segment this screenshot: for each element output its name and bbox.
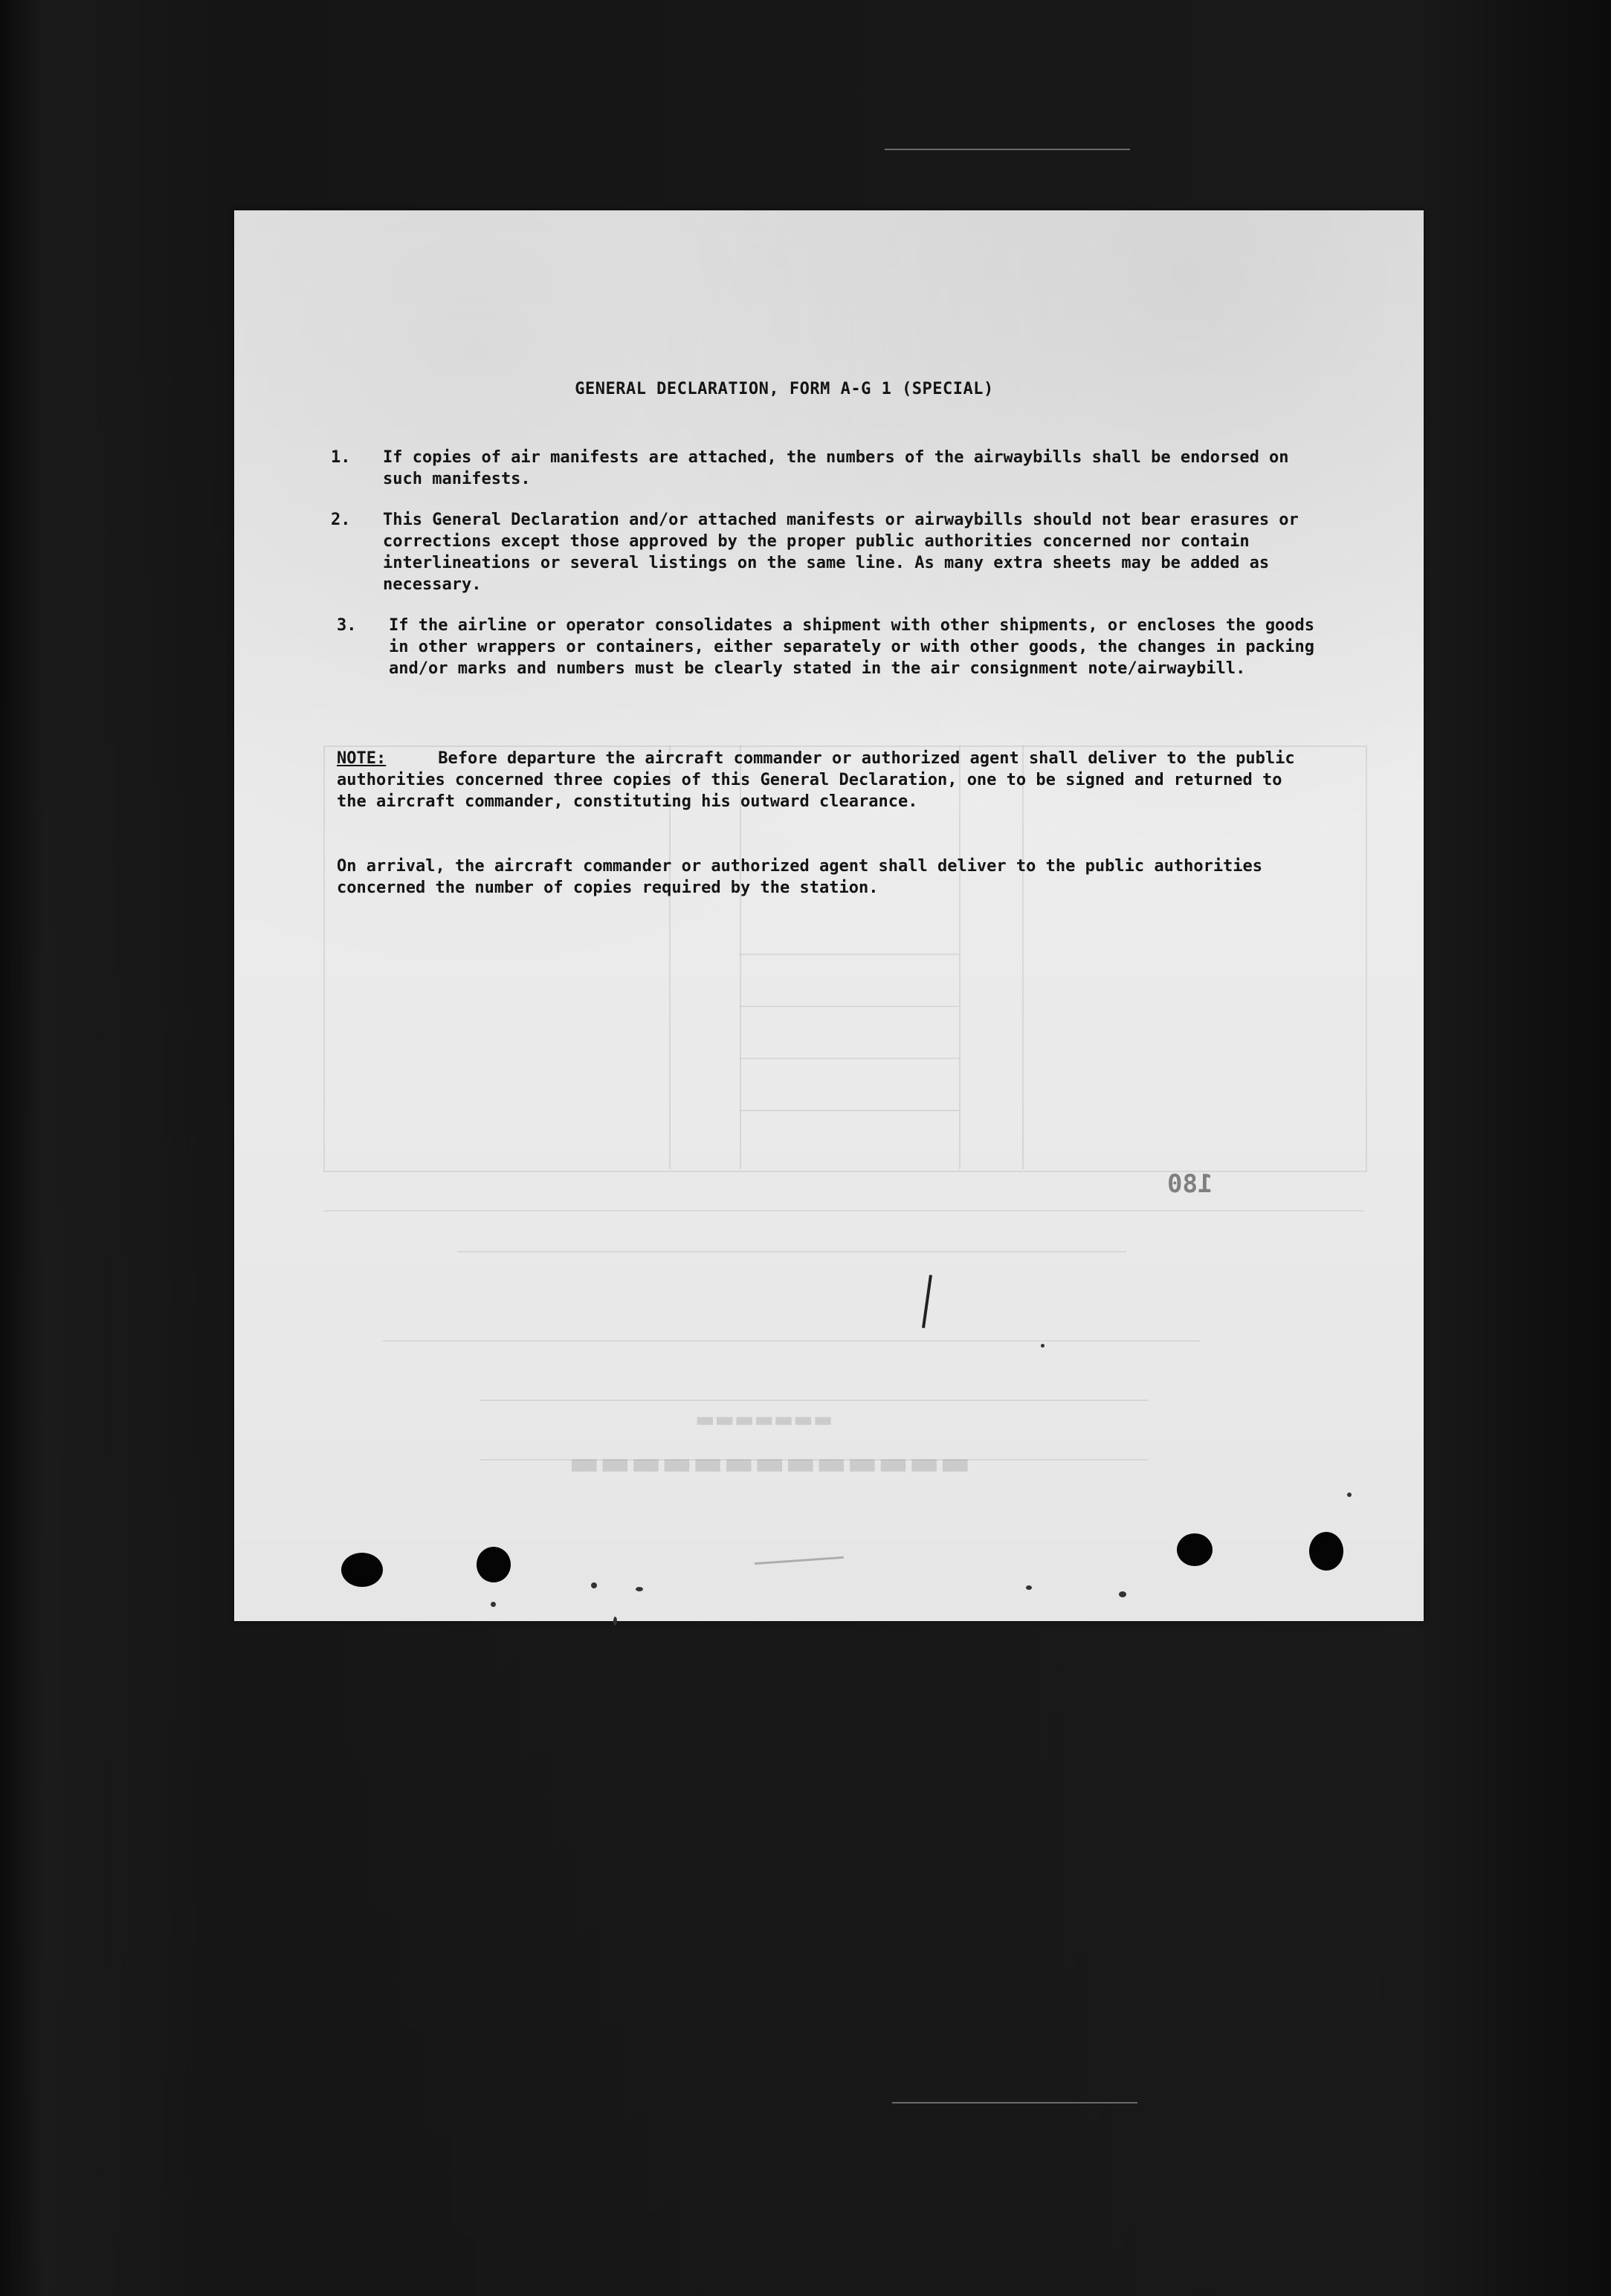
speck <box>1119 1591 1126 1597</box>
bleed-through-subheading: ▬▬▬▬▬▬▬ <box>695 1407 833 1432</box>
instruction-item-1 <box>331 447 1320 490</box>
arrival-paragraph: On arrival, the aircraft commander or authorized agent shall deliver to the public authorities concerned the number of copies required by the station. <box>337 857 1263 897</box>
bleed-through-rule <box>383 1340 1201 1342</box>
document-content <box>234 210 1424 1621</box>
speck <box>1041 1344 1045 1348</box>
bleed-through-rule <box>457 1251 1126 1252</box>
speck <box>1347 1493 1352 1497</box>
note-text: Before departure the aircraft commander or authorized agent shall deliver to the public authorities concerned three copies of this General Declaration, one to be signed and returned to the aircraft commander, constituting his outward clearance. <box>337 749 1295 811</box>
bleed-through-rule <box>740 1110 959 1111</box>
bleed-through-heading: ▬▬▬▬▬▬▬▬▬▬▬▬▬ <box>569 1444 971 1482</box>
instruction-item-3 <box>337 615 1326 679</box>
punch-hole <box>1177 1533 1213 1566</box>
bleed-through-rule <box>740 954 959 955</box>
instruction-item-2 <box>331 509 1320 595</box>
punch-hole <box>1309 1532 1343 1571</box>
speck <box>1026 1585 1032 1590</box>
note-paragraph <box>337 748 1317 812</box>
speck <box>491 1602 496 1607</box>
document-page <box>234 210 1424 1621</box>
page-number: 180 <box>1167 1169 1213 1199</box>
item-text: This General Declaration and/or attached manifests or airwaybills should not bear erasures or corrections except those approved by the proper public authorities concerned nor contain interlineations or several listings on the same line. As many extra sheets may be added as necessary. <box>383 511 1299 594</box>
bleed-through-rule <box>323 1210 1364 1212</box>
punch-hole <box>477 1547 511 1582</box>
film-edge-line-bottom <box>892 2102 1137 2103</box>
bleed-through-rule <box>740 1006 959 1007</box>
film-edge-line-top <box>885 149 1130 150</box>
item-number: 1. <box>331 448 351 467</box>
form-title: GENERAL DECLARATION, FORM A-G 1 (SPECIAL) <box>575 380 994 398</box>
item-text: If copies of air manifests are attached, the numbers of the airwaybills shall be endorsed on such manifests. <box>383 448 1289 488</box>
speck <box>636 1587 643 1591</box>
note-label: NOTE: <box>337 749 387 768</box>
item-number: 3. <box>337 616 357 635</box>
punch-hole <box>341 1553 383 1587</box>
speck <box>613 1617 617 1626</box>
bleed-through-rule <box>480 1400 1149 1401</box>
pencil-scribble <box>755 1556 844 1565</box>
speck <box>591 1582 597 1588</box>
item-text: If the airline or operator consolidates a shipment with other shipments, or encloses the goods in other wrappers or containers, either separately or with other goods, the changes in packing and/or marks and numbers must be clearly stated in the air consignment note/airwaybill. <box>389 616 1315 678</box>
bleed-through-rule <box>740 1058 959 1059</box>
pencil-stroke <box>922 1275 932 1328</box>
item-number: 2. <box>331 511 351 529</box>
